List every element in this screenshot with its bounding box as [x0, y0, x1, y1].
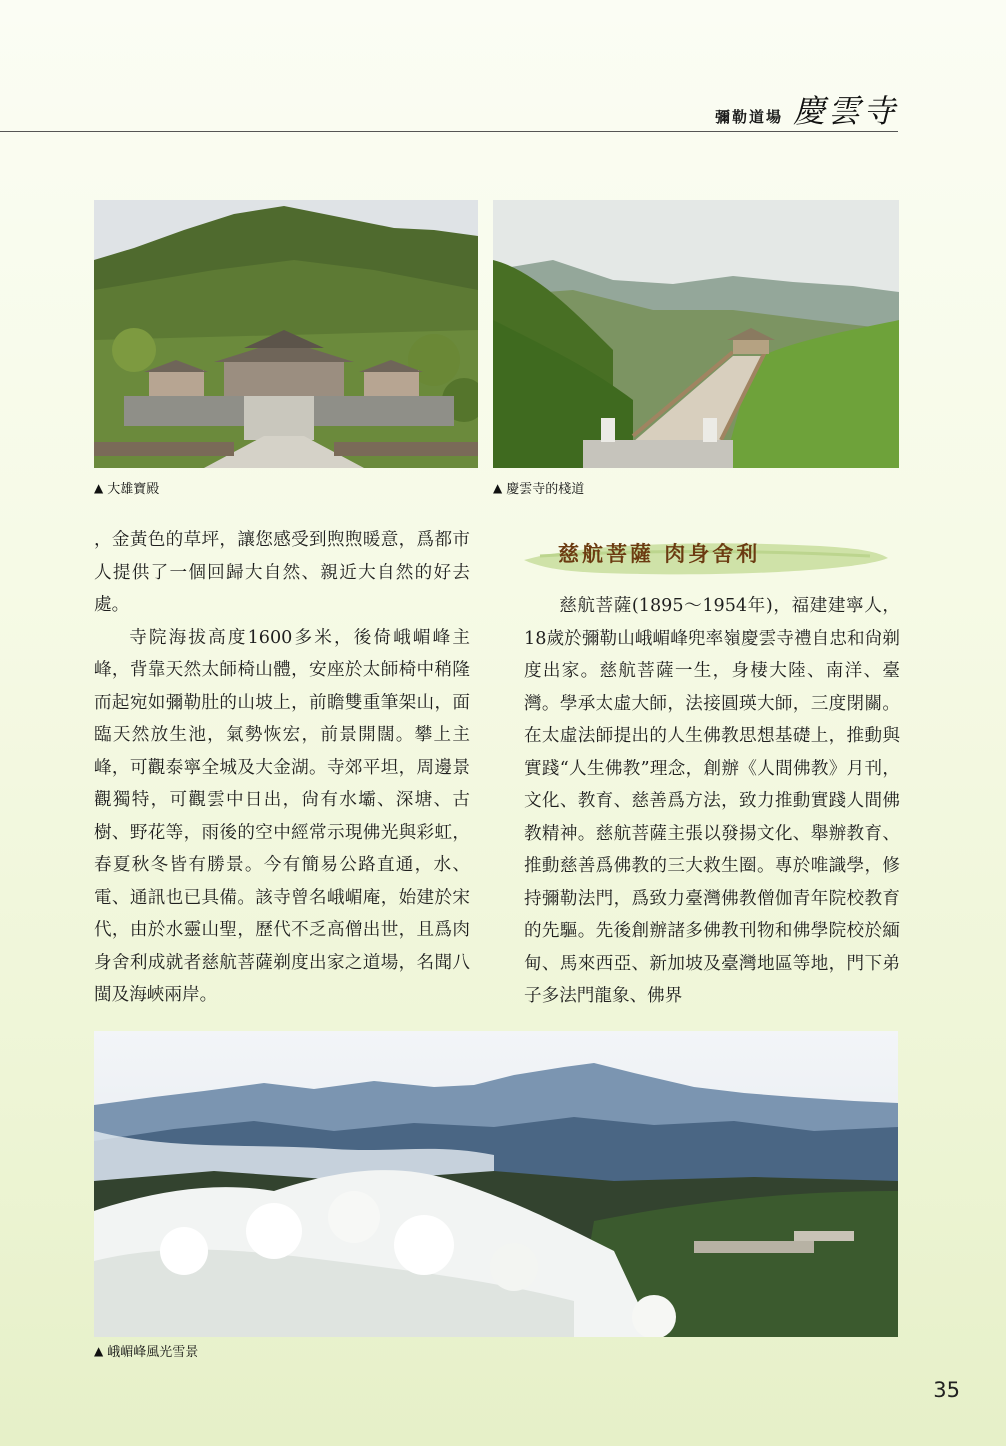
header-title: 慶雲寺 [792, 92, 898, 130]
page-number: 35 [933, 1378, 960, 1402]
caption-snow-scenery-text: 峨嵋峰風光雪景 [107, 1345, 199, 1360]
right-column-text [524, 590, 900, 1013]
photo-snow-scenery [94, 1031, 898, 1337]
caption-boardwalk-text: 慶雲寺的棧道 [506, 482, 585, 497]
photo-boardwalk [493, 200, 899, 468]
caption-boardwalk [493, 478, 584, 497]
left-column-text [94, 524, 470, 1012]
right-paragraph-1: 慈航菩薩(1895～1954年)，福建建寧人，18歲於彌勒山峨嵋峰兜率嶺慶雲寺禮自忠和尙剃度出家。慈航菩薩一生，身棲大陸、南洋、臺灣。學承太虛大師，法接圓瑛大師，三度閉關。在太虛法師提出的人生佛教思想基礎上，推動與實踐“人生佛教”理念，創辦《人間佛教》月刊，文化、教育、慈善爲方法，致力推動實踐人間佛教精神。慈航菩薩主張以發揚文化、舉辦教育、推動慈善爲佛教的三大救生圈。專於唯識學，修持彌勒法門，爲致力臺灣佛教僧伽青年院校教育的先驅。先後創辦諸多佛教刊物和佛學院校於緬甸、馬來西亞、新加坡及臺灣地區等地，門下弟子多法門龍象、佛界 [524, 596, 900, 1006]
caption-main-hall-text: 大雄寶殿 [107, 482, 160, 497]
triangle-marker-icon: ▲ [94, 1343, 104, 1358]
section-heading-text: 慈航菩薩 肉身舍利 [558, 541, 761, 566]
photo-main-hall [94, 200, 478, 468]
header-subtitle: 彌勒道場 [714, 108, 783, 126]
caption-main-hall [94, 478, 159, 497]
section-heading [520, 530, 892, 582]
header-divider [0, 131, 898, 132]
triangle-marker-icon: ▲ [493, 480, 503, 495]
caption-snow-scenery [94, 1341, 198, 1360]
page-header [715, 86, 898, 132]
left-paragraph-2: 寺院海拔高度1600多米，後倚峨嵋峰主峰，背靠天然太師椅山體，安座於太師椅中稍隆而起宛如彌勒肚的山坡上，前瞻雙重筆架山，面臨天然放生池，氣勢恢宏，前景開闊。攀上主峰，可觀泰寧全城及大金湖。寺郊平坦，周邊景觀獨特，可觀雲中日出，尙有水壩、深塘、古樹、野花等，雨後的空中經常示現佛光與彩虹，春夏秋冬皆有勝景。今有簡易公路直通，水、電、通訊也已具備。該寺曾名峨嵋庵，始建於宋代，由於水靈山聖，歷代不乏高僧出世，且爲肉身舍利成就者慈航菩薩剃度出家之道場，名聞八閩及海峽兩岸。 [94, 627, 470, 1005]
triangle-marker-icon: ▲ [94, 480, 104, 495]
left-paragraph-1: ，金黃色的草坪，讓您感受到煦煦暖意，爲都市人提供了一個回歸大自然、親近大自然的好去處。 [94, 530, 470, 615]
